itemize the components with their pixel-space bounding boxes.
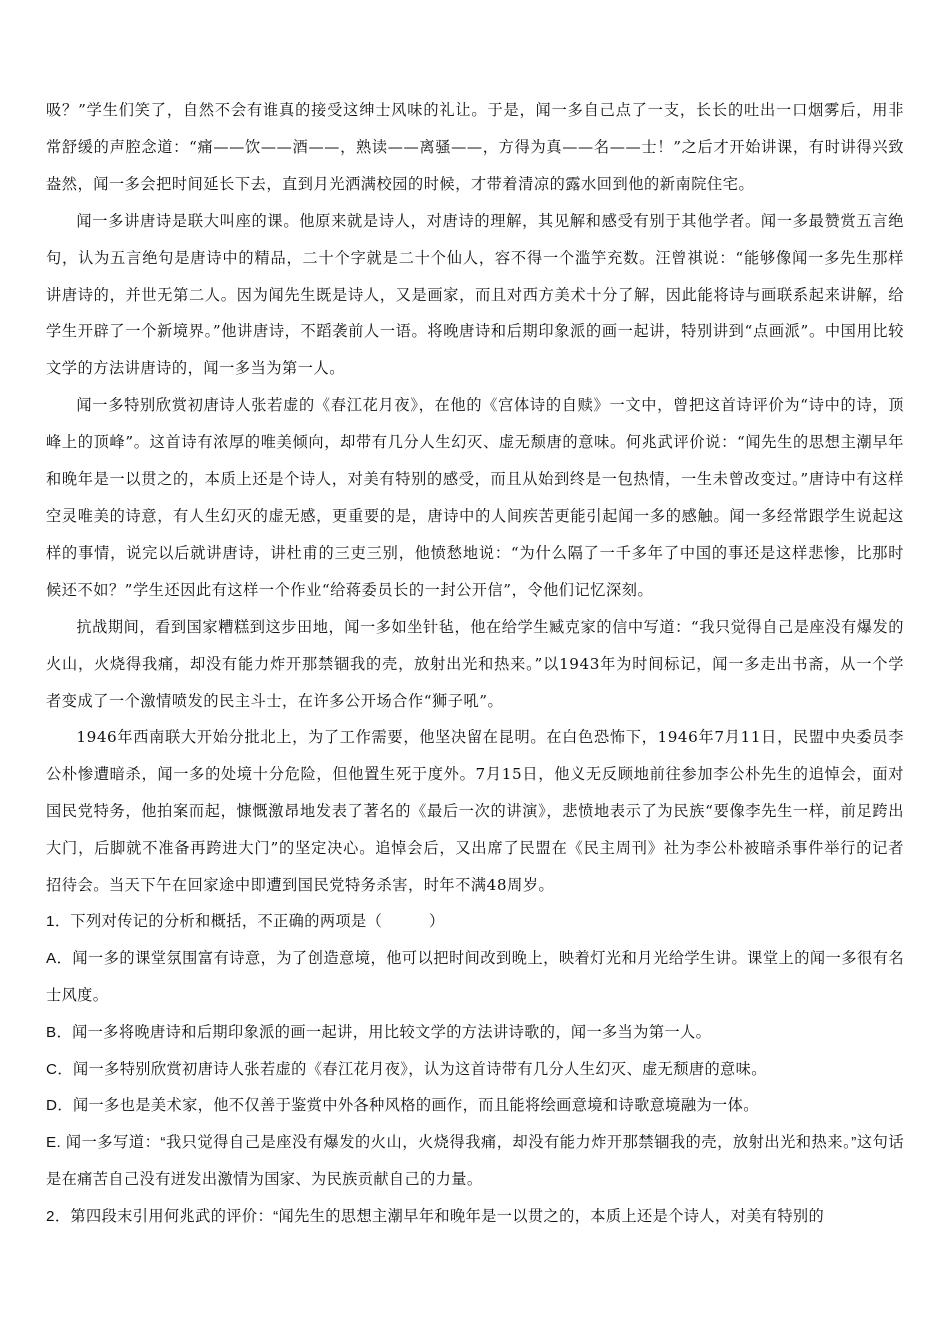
- paragraph-4: 抗战期间，看到国家糟糕到这步田地，闻一多如坐针毡，他在给学生臧克家的信中写道：“我只觉得自己是座没有爆发的火山，火烧得我痛，却没有能力炸开那禁锢我的壳，放射出光和热来。”以1943年为时间标记，闻一多走出书斋，从一个学者变成了一个激情喷发的民主斗士，在许多公开场合作“狮子吼”。: [46, 617, 904, 710]
- question-1-option-c: C．闻一多特别欣赏初唐诗人张若虚的《春江花月夜》，认为这首诗带有几分人生幻灭、虚无颓唐的意味。: [46, 1060, 767, 1078]
- paragraph-5: 1946年西南联大开始分批北上，为了工作需要，他坚决留在昆明。在白色恐怖下，1946年7月11日，民盟中央委员李公朴惨遭暗杀，闻一多的处境十分危险，但他置生死于度外。7月15日，他义无反顾地前往参加李公朴先生的追悼会，面对国民党特务，他拍案而起，慷慨激昂地发表了著名的《最后一次的讲演》，悲愤地表示了为民族“要像李先生一样，前足跨出大门，后脚就不准备再跨进大门”的坚定决心。追悼会后，又出席了民盟在《民主周刊》社为李公朴被暗杀事件举行的记者招待会。当天下午在回家途中即遭到国民党特务杀害，时年不满48周岁。: [46, 728, 904, 895]
- question-1-option-b: B．闻一多将晚唐诗和后期印象派的画一起讲，用比较文学的方法讲诗歌的，闻一多当为第一人。: [46, 1023, 712, 1041]
- question-1-option-e: E. 闻一多写道：“我只觉得自己是座没有爆发的火山，火烧得我痛，却没有能力炸开那禁锢我的壳，放射出光和热来。”这句话是在痛苦自己没有迸发出激情为国家、为民族贡献自己的力量。: [46, 1134, 904, 1189]
- question-1-stem: 1．下列对传记的分析和概括，不正确的两项是（ ）: [46, 912, 445, 930]
- article-body: [46, 92, 904, 1236]
- question-2-stem: 2．第四段末引用何兆武的评价：“闻先生的思想主潮早年和晚年是一以贯之的，本质上还是个诗人，对美有特别的: [46, 1208, 825, 1226]
- paragraph-2: 闻一多讲唐诗是联大叫座的课。他原来就是诗人，对唐诗的理解，其见解和感受有别于其他学者。闻一多最赞赏五言绝句，认为五言绝句是唐诗中的精品，二十个字就是二十个仙人，容不得一个滥竽充数。汪曾祺说：“能够像闻一多先生那样讲唐诗的，并世无第二人。因为闻先生既是诗人，又是画家，而且对西方美术十分了解，因此能将诗与画联系起来讲解，给学生开辟了一个新境界。”他讲唐诗，不蹈袭前人一语。将晚唐诗和后期印象派的画一起讲，特别讲到“点画派”。中国用比较文学的方法讲唐诗的，闻一多当为第一人。: [46, 211, 904, 378]
- paragraph-1: 吸？”学生们笑了，自然不会有谁真的接受这绅士风味的礼让。于是，闻一多自己点了一支，长长的吐出一口烟雾后，用非常舒缓的声腔念道：“痛——饮——酒——，熟读——离骚——，方得为真——名——士！”之后才开始讲课，有时讲得兴致盎然，闻一多会把时间延长下去，直到月光洒满校园的时候，才带着清凉的露水回到他的新南院住宅。: [46, 101, 904, 193]
- question-1-option-d: D．闻一多也是美术家，他不仅善于鉴赏中外各种风格的画作，而且能将绘画意境和诗歌意境融为一体。: [46, 1097, 759, 1115]
- question-1-option-a: A．闻一多的课堂氛围富有诗意，为了创造意境，他可以把时间改到晚上，映着灯光和月光给学生讲。课堂上的闻一多很有名士风度。: [46, 949, 904, 1004]
- paragraph-3: 闻一多特别欣赏初唐诗人张若虚的《春江花月夜》，在他的《宫体诗的自赎》一文中，曾把这首诗评价为“诗中的诗，顶峰上的顶峰”。这首诗有浓厚的唯美倾向，却带有几分人生幻灭、虚无颓唐的意味。何兆武评价说：“闻先生的思想主潮早年和晚年是一以贯之的，本质上还是个诗人，对美有特别的感受，而且从始到终是一包热情，一生未曾改变过。”唐诗中有这样空灵唯美的诗意，有人生幻灭的虚无感，更重要的是，唐诗中的人间疾苦更能引起闻一多的感触。闻一多经常跟学生说起这样的事情，说完以后就讲唐诗，讲杜甫的三吏三别，他愤愁地说：“为什么隔了一千多年了中国的事还是这样悲惨，比那时候还不如？”学生还因此有这样一个作业“给蒋委员长的一封公开信”，令他们记忆深刻。: [46, 396, 904, 599]
